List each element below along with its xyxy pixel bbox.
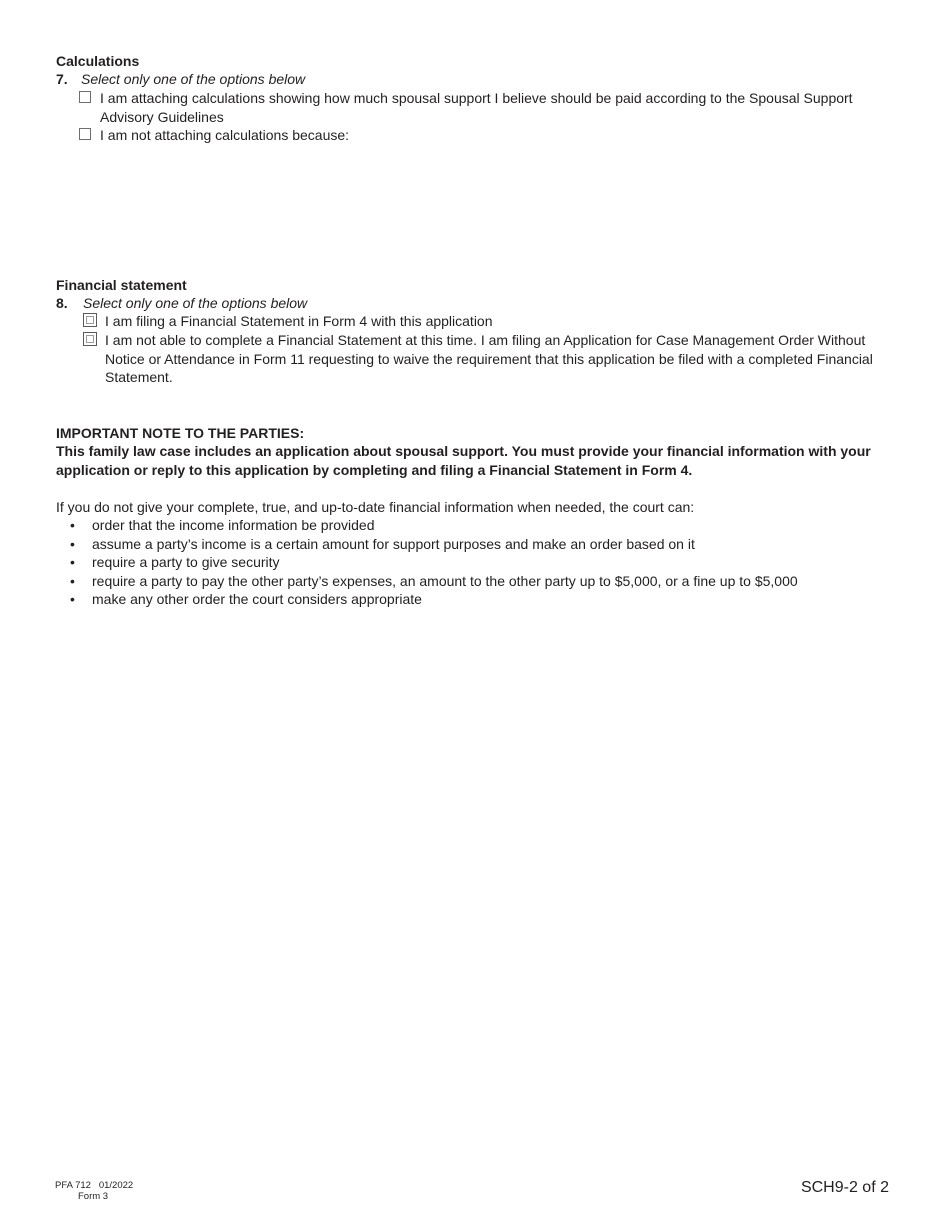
question-7-instruction: Select only one of the options below bbox=[81, 71, 306, 87]
list-item-text: require a party to pay the other party’s expenses, an amount to the other party up to $5,000, or a fine up to $5,000 bbox=[92, 572, 798, 589]
calc-attaching-label-line1: I am attaching calculations showing how much spousal support I believe should be paid according to the Spousal Support bbox=[100, 90, 853, 106]
list-item-text: assume a party’s income is a certain amount for support purposes and make an order based on it bbox=[92, 535, 695, 552]
question-8-number: 8. bbox=[56, 295, 68, 311]
page-number: SCH9-2 of 2 bbox=[800, 1179, 889, 1196]
form-code: PFA 712 01/2022 bbox=[55, 1180, 134, 1191]
important-note-line1: This family law case includes an application about spousal support. You must provide your financial information with your bbox=[56, 443, 871, 459]
calc-attaching-label bbox=[100, 89, 853, 126]
financial-not-able-line1: I am not able to complete a Financial Statement at this time. I am filing an Application for Case Management Order Without bbox=[105, 332, 866, 348]
calc-attaching-checkbox[interactable] bbox=[79, 91, 91, 103]
calc-option-attaching[interactable] bbox=[79, 89, 879, 126]
court-can-intro: If you do not give your complete, true, and up-to-date financial information when needed, the court can: bbox=[56, 499, 695, 515]
financial-not-able-label bbox=[105, 331, 873, 387]
list-item bbox=[56, 535, 798, 554]
bullet-icon: • bbox=[70, 572, 75, 589]
financial-not-able-line3: Statement. bbox=[105, 369, 173, 385]
list-item-text: require a party to give security bbox=[92, 554, 280, 571]
list-item-text: order that the income information be provided bbox=[92, 517, 375, 533]
financial-not-able-line2: Notice or Attendance in Form 11 requesting to waive the requirement that this application be filed with a completed Financial bbox=[105, 350, 873, 367]
financial-not-able-checkbox[interactable] bbox=[83, 332, 97, 346]
bullet-icon: • bbox=[70, 535, 75, 552]
calculations-heading: Calculations bbox=[56, 53, 140, 69]
list-item bbox=[56, 553, 798, 572]
list-item bbox=[56, 516, 798, 535]
list-item bbox=[56, 590, 798, 609]
important-note-title: IMPORTANT NOTE TO THE PARTIES: bbox=[56, 425, 305, 441]
calc-not-attaching-label: I am not attaching calculations because: bbox=[100, 127, 350, 143]
bullet-icon: • bbox=[70, 554, 75, 571]
important-note-body bbox=[56, 442, 886, 479]
financial-filing-label: I am filing a Financial Statement in Form 4 with this application bbox=[105, 313, 493, 329]
list-item-text: make any other order the court considers appropriate bbox=[92, 591, 422, 608]
calc-option-not-attaching[interactable] bbox=[79, 126, 349, 145]
financial-option-not-able[interactable] bbox=[83, 331, 883, 387]
financial-filing-checkbox[interactable] bbox=[83, 313, 97, 327]
question-7-number: 7. bbox=[56, 71, 68, 87]
calc-not-attaching-checkbox[interactable] bbox=[79, 128, 91, 140]
bullet-icon: • bbox=[70, 517, 75, 533]
bullet-icon: • bbox=[70, 591, 75, 608]
question-8-instruction: Select only one of the options below bbox=[83, 295, 308, 311]
form-name: Form 3 bbox=[78, 1191, 109, 1202]
financial-statement-heading: Financial statement bbox=[56, 277, 187, 293]
financial-option-filing[interactable] bbox=[83, 312, 493, 331]
important-note-line2: application or reply to this application by completing and filing a Financial Statement in Form 4. bbox=[56, 461, 693, 478]
court-orders-list bbox=[56, 516, 798, 609]
calc-attaching-label-line2: Advisory Guidelines bbox=[100, 108, 224, 125]
list-item bbox=[56, 572, 798, 591]
